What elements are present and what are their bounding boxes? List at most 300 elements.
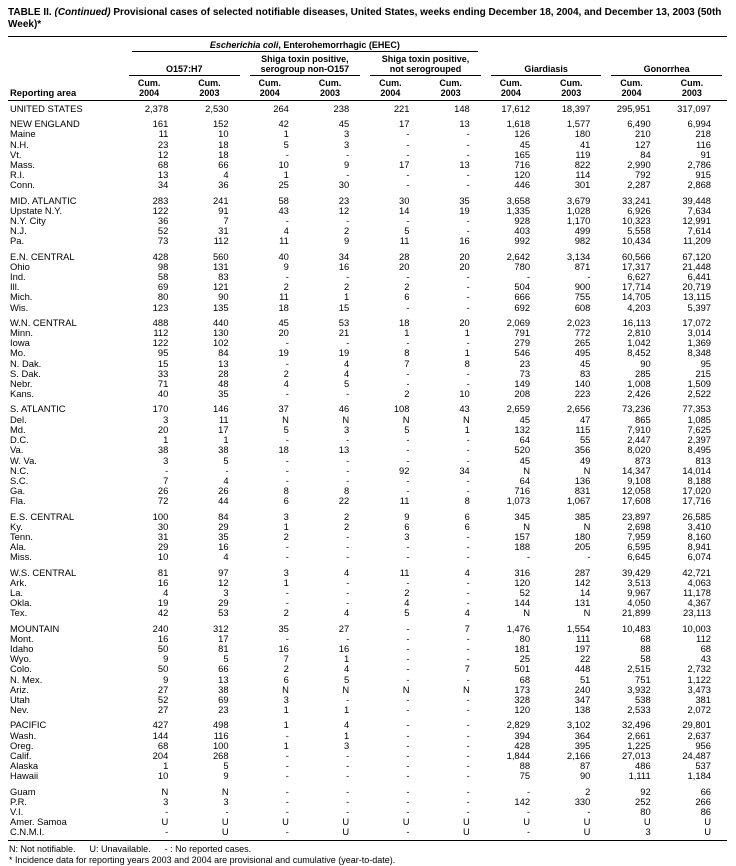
value-cell: 7,634 xyxy=(687,204,711,216)
value-cell: 7,614 xyxy=(687,225,711,237)
value-cell: 210 xyxy=(635,128,651,140)
reporting-area-cell: Upstate N.Y. xyxy=(10,204,62,216)
value-cell: 90 xyxy=(579,770,591,782)
reporting-area-cell: Kans. xyxy=(10,388,34,400)
value-cell: 14,705 xyxy=(621,291,651,303)
value-cell: - xyxy=(406,673,410,685)
value-cell: 197 xyxy=(574,642,591,654)
reporting-area-cell: Wash. xyxy=(10,729,37,741)
value-cell: 22 xyxy=(579,653,591,665)
value-cell: 813 xyxy=(695,454,711,466)
value-cell: 2,637 xyxy=(687,729,711,741)
value-cell: 317,097 xyxy=(677,103,711,114)
value-cell: 3 xyxy=(163,413,169,425)
value-cell: N xyxy=(161,785,169,797)
value-cell: 29 xyxy=(218,597,229,609)
value-cell: 26 xyxy=(218,485,229,497)
value-cell: 8 xyxy=(464,495,470,507)
value-cell: 205 xyxy=(574,541,591,553)
value-cell: 928 xyxy=(514,215,531,227)
value-cell: U xyxy=(161,816,169,828)
value-cell: 4 xyxy=(223,474,229,486)
value-cell: 915 xyxy=(695,169,711,181)
value-cell: 9 xyxy=(223,770,229,782)
value-cell: - xyxy=(466,474,470,486)
value-cell: - xyxy=(406,179,410,191)
value-cell: N xyxy=(523,464,531,476)
value-cell: 18 xyxy=(278,301,289,313)
value-cell: 2,656 xyxy=(566,403,591,415)
value-cell: 120 xyxy=(514,704,531,716)
value-cell: 131 xyxy=(212,260,229,272)
value-cell: 132 xyxy=(514,423,531,435)
value-cell: - xyxy=(285,474,289,486)
value-cell: 5 xyxy=(343,673,350,685)
value-cell: 3 xyxy=(163,454,169,466)
cum-year-header xyxy=(124,76,184,101)
value-cell: 1 xyxy=(464,423,470,435)
value-cell: 381 xyxy=(695,693,711,705)
value-cell: 900 xyxy=(574,281,591,293)
value-cell: 8 xyxy=(343,485,350,497)
value-cell: 2 xyxy=(283,607,289,619)
value-cell: 4,367 xyxy=(687,597,711,609)
value-cell: 152 xyxy=(212,118,229,130)
table-section xyxy=(8,313,727,400)
reporting-area-cell: NEW ENGLAND xyxy=(10,118,80,130)
table-row xyxy=(8,552,727,562)
year-label: 2004 xyxy=(139,88,160,98)
value-cell: 7,910 xyxy=(627,423,651,435)
value-cell: - xyxy=(346,271,350,283)
value-cell: 90 xyxy=(218,291,229,303)
value-cell: 345 xyxy=(514,510,531,522)
reporting-area-cell: Utah xyxy=(10,693,30,705)
table-row xyxy=(8,705,727,715)
value-cell: - xyxy=(346,597,350,609)
value-cell: 3 xyxy=(283,693,289,705)
cum-year-header xyxy=(305,76,365,101)
value-cell: 135 xyxy=(212,301,229,313)
table-section xyxy=(8,507,727,563)
value-cell: - xyxy=(406,138,410,150)
value-cell: 58 xyxy=(157,271,169,283)
value-cell: - xyxy=(466,693,470,705)
reporting-area-cell: MID. ATLANTIC xyxy=(10,194,77,206)
value-cell: 1 xyxy=(283,169,289,181)
value-cell: 1 xyxy=(283,719,289,731)
value-cell: 7,625 xyxy=(687,423,711,435)
value-cell: 19 xyxy=(459,204,470,216)
table-row xyxy=(8,817,727,827)
table-row xyxy=(8,435,727,445)
value-cell: 20 xyxy=(459,260,470,272)
value-cell: 43 xyxy=(459,403,470,415)
value-cell: - xyxy=(346,749,350,761)
value-cell: 428 xyxy=(514,739,531,751)
table-row xyxy=(8,170,727,180)
value-cell: 20,719 xyxy=(682,281,711,293)
value-cell: 871 xyxy=(574,260,591,272)
value-cell: 45 xyxy=(519,413,531,425)
reporting-area-cell: Okla. xyxy=(10,597,32,609)
table-row xyxy=(8,634,727,644)
value-cell: 1,073 xyxy=(506,495,531,507)
value-cell: 97 xyxy=(218,566,229,578)
value-cell: - xyxy=(587,551,591,563)
value-cell: - xyxy=(285,551,289,563)
value-cell: 4 xyxy=(343,566,350,578)
value-cell: 4 xyxy=(343,607,350,619)
notifiable-diseases-table xyxy=(8,36,727,841)
value-cell: 58 xyxy=(640,653,651,665)
value-cell: U xyxy=(342,816,350,828)
reporting-area-cell: Ill. xyxy=(10,281,20,293)
value-cell: 9 xyxy=(163,653,169,665)
value-cell: 538 xyxy=(635,693,651,705)
value-cell: 2 xyxy=(283,663,289,675)
table-row xyxy=(8,675,727,685)
value-cell: - xyxy=(346,215,350,227)
value-cell: - xyxy=(285,749,289,761)
value-cell: N xyxy=(583,464,591,476)
column-group-shiga-not-serogrouped xyxy=(365,52,486,76)
value-cell: U xyxy=(704,816,711,828)
value-cell: 8 xyxy=(404,347,410,359)
table-row xyxy=(8,150,727,160)
value-cell: - xyxy=(346,464,350,476)
value-cell: 71 xyxy=(157,378,169,390)
value-cell: - xyxy=(346,541,350,553)
value-cell: 2 xyxy=(283,281,289,293)
reporting-area-cell: W.S. CENTRAL xyxy=(10,566,77,578)
value-cell: 180 xyxy=(574,128,591,140)
value-cell: U xyxy=(463,816,470,828)
value-cell: 4,203 xyxy=(627,301,651,313)
value-cell: 8,452 xyxy=(627,347,651,359)
table-row xyxy=(8,247,727,262)
reporting-area-cell: N. Mex. xyxy=(10,673,43,685)
reporting-area-cell: Amer. Samoa xyxy=(10,816,67,828)
value-cell: 394 xyxy=(514,729,531,741)
cum-label: Cum. xyxy=(137,78,161,88)
value-cell: - xyxy=(406,770,410,782)
value-cell: 7 xyxy=(223,215,229,227)
reporting-area-cell: Oreg. xyxy=(10,739,34,751)
value-cell: 8,495 xyxy=(687,444,711,456)
value-cell: 44 xyxy=(218,495,229,507)
value-cell: 1,008 xyxy=(627,378,651,390)
value-cell: 1 xyxy=(283,520,289,532)
value-cell: - xyxy=(285,337,289,349)
value-cell: 66 xyxy=(218,663,229,675)
value-cell: 17 xyxy=(218,423,229,435)
value-cell: 3 xyxy=(343,739,350,751)
value-cell: 81 xyxy=(157,566,169,578)
value-cell: 10,483 xyxy=(621,622,651,634)
value-cell: 14,014 xyxy=(682,464,711,476)
value-cell: 5,558 xyxy=(627,225,651,237)
value-cell: 45 xyxy=(519,454,531,466)
value-cell: 1,184 xyxy=(687,770,711,782)
value-cell: 499 xyxy=(574,225,591,237)
value-cell: 35 xyxy=(278,622,289,634)
value-cell: U xyxy=(704,826,711,838)
table-row xyxy=(8,771,727,781)
table-row xyxy=(8,715,727,730)
value-cell: 11,178 xyxy=(683,586,711,598)
value-cell: 364 xyxy=(574,729,591,741)
value-cell: 138 xyxy=(574,704,591,716)
value-cell: - xyxy=(466,169,470,181)
table-row xyxy=(8,226,727,236)
value-cell: - xyxy=(406,378,410,390)
value-cell: 3 xyxy=(163,795,169,807)
value-cell: 17,714 xyxy=(621,281,651,293)
value-cell: 49 xyxy=(579,454,591,466)
value-cell: 27 xyxy=(338,622,350,634)
value-cell: 15 xyxy=(157,357,169,369)
value-cell: 2,990 xyxy=(627,159,651,171)
value-cell: N xyxy=(221,785,229,797)
value-cell: 223 xyxy=(574,388,591,400)
cum-label: Cum. xyxy=(559,78,583,88)
value-cell: - xyxy=(225,464,229,476)
value-cell: - xyxy=(466,770,470,782)
value-cell: - xyxy=(466,271,470,283)
value-cell: - xyxy=(406,795,410,807)
value-cell: 30 xyxy=(338,179,350,191)
footnote-unavailable: U: Unavailable. xyxy=(89,843,151,854)
value-cell: 8,020 xyxy=(627,444,651,456)
value-cell: 3 xyxy=(343,423,350,435)
value-cell: 4 xyxy=(283,378,289,390)
value-cell: - xyxy=(466,454,470,466)
value-cell: 39,448 xyxy=(682,194,711,206)
value-cell: - xyxy=(466,541,470,553)
value-cell: 69 xyxy=(218,693,229,705)
value-cell: 8 xyxy=(464,357,470,369)
value-cell: 83 xyxy=(218,271,229,283)
value-cell: 1 xyxy=(283,128,289,140)
value-cell: 2 xyxy=(343,510,350,522)
value-cell: - xyxy=(406,148,410,160)
value-cell: 9,108 xyxy=(627,474,651,486)
year-label: 2004 xyxy=(500,88,521,98)
value-cell: - xyxy=(466,642,470,654)
value-cell: - xyxy=(346,474,350,486)
value-cell: 25 xyxy=(278,179,289,191)
table-row xyxy=(8,191,727,206)
value-cell: 2,072 xyxy=(687,704,711,716)
value-cell: 1 xyxy=(464,327,470,339)
value-cell: 7,959 xyxy=(627,530,651,542)
value-cell: 520 xyxy=(514,444,531,456)
value-cell: 16 xyxy=(459,235,470,247)
value-cell: 13 xyxy=(338,444,350,456)
value-cell: - xyxy=(406,128,410,140)
value-cell: 3 xyxy=(223,586,229,598)
value-cell: N xyxy=(523,520,531,532)
value-cell: 17,020 xyxy=(682,485,711,497)
value-cell: 498 xyxy=(212,719,229,731)
value-cell: 3,679 xyxy=(566,194,591,206)
value-cell: - xyxy=(466,597,470,609)
value-cell: 32,496 xyxy=(621,719,651,731)
table-row xyxy=(8,328,727,338)
value-cell: 17,716 xyxy=(682,495,711,507)
value-cell: 1,476 xyxy=(506,622,531,634)
table-row xyxy=(8,578,727,588)
table-row xyxy=(8,588,727,598)
value-cell: 29,801 xyxy=(682,719,711,731)
table-row xyxy=(8,522,727,532)
value-cell: - xyxy=(466,653,470,665)
reporting-area-cell: UNITED STATES xyxy=(10,103,83,114)
value-cell: 27,013 xyxy=(621,749,651,761)
value-cell: 11 xyxy=(279,235,289,247)
value-cell: 221 xyxy=(393,103,410,114)
value-cell: 123 xyxy=(152,301,169,313)
value-cell: 50 xyxy=(157,663,169,675)
value-cell: - xyxy=(346,169,350,181)
value-cell: - xyxy=(466,148,470,160)
value-cell: 3,014 xyxy=(687,327,711,339)
value-cell: 19 xyxy=(278,347,289,359)
value-cell: 1 xyxy=(343,729,350,741)
value-cell: 1 xyxy=(343,291,350,303)
value-cell: 328 xyxy=(514,693,531,705)
value-cell: 38 xyxy=(218,444,229,456)
value-cell: 10 xyxy=(218,128,229,140)
reporting-area-cell: La. xyxy=(10,586,24,598)
reporting-area-cell: Del. xyxy=(10,413,27,425)
value-cell: 831 xyxy=(574,485,591,497)
reporting-area-header: Reporting area xyxy=(8,37,124,101)
value-cell: - xyxy=(285,632,289,644)
reporting-area-cell: Wis. xyxy=(10,301,29,313)
value-cell: - xyxy=(466,367,470,379)
value-cell: N xyxy=(282,413,289,425)
value-cell: - xyxy=(466,138,470,150)
value-cell: - xyxy=(526,271,531,283)
value-cell: 27 xyxy=(157,704,169,716)
value-cell: 4 xyxy=(404,597,410,609)
value-cell: 428 xyxy=(152,250,169,262)
value-cell: 403 xyxy=(514,225,531,237)
column-group-shiga-non-o157 xyxy=(245,52,366,76)
reporting-area-cell: Fla. xyxy=(10,495,26,507)
value-cell: 1,111 xyxy=(628,770,651,782)
value-cell: 3 xyxy=(645,826,651,838)
value-cell: - xyxy=(466,225,470,237)
value-cell: - xyxy=(346,795,350,807)
reporting-area-cell: Hawaii xyxy=(10,770,39,782)
value-cell: 67,120 xyxy=(682,250,711,262)
value-cell: 791 xyxy=(514,327,531,339)
value-cell: 5 xyxy=(404,423,410,435)
value-cell: 20 xyxy=(399,260,410,272)
reporting-area-cell: Ark. xyxy=(10,576,27,588)
value-cell: 992 xyxy=(514,235,531,247)
value-cell: 6 xyxy=(464,510,470,522)
value-cell: 50 xyxy=(157,642,169,654)
table-row xyxy=(8,608,727,618)
value-cell: 26 xyxy=(157,485,169,497)
value-cell: 38 xyxy=(218,683,229,695)
table-section xyxy=(8,399,727,506)
table-row xyxy=(8,741,727,751)
value-cell: 77,353 xyxy=(682,403,711,415)
value-cell: 9 xyxy=(343,159,350,171)
table-row xyxy=(8,216,727,226)
title-continued: (Continued) xyxy=(54,7,111,18)
table-row xyxy=(8,359,727,369)
value-cell: 52 xyxy=(157,225,169,237)
value-cell: 2,868 xyxy=(687,179,711,191)
value-cell: 64 xyxy=(519,474,531,486)
value-cell: - xyxy=(406,301,410,313)
value-cell: 4 xyxy=(163,586,169,598)
value-cell: 2,447 xyxy=(627,434,651,446)
value-cell: 208 xyxy=(514,388,531,400)
value-cell: - xyxy=(466,739,470,751)
cum-label: Cum. xyxy=(620,78,643,88)
table-row xyxy=(8,415,727,425)
value-cell: 20 xyxy=(278,327,289,339)
value-cell: - xyxy=(165,806,169,817)
header-spacer xyxy=(486,37,607,53)
value-cell: 1 xyxy=(343,704,350,716)
value-cell: 98 xyxy=(157,260,169,272)
value-cell: 48 xyxy=(218,378,229,390)
column-group-o157h7 xyxy=(124,52,245,76)
value-cell: 30 xyxy=(399,194,410,206)
value-cell: 2,530 xyxy=(205,103,229,114)
value-cell: 68 xyxy=(640,632,651,644)
value-cell: 68 xyxy=(700,642,711,654)
value-cell: 84 xyxy=(640,148,651,160)
reporting-area-cell: D.C. xyxy=(10,434,29,446)
reporting-area-cell: Wyo. xyxy=(10,653,32,665)
value-cell: 13 xyxy=(157,169,169,181)
cum-label: Cum. xyxy=(258,78,281,88)
table-row xyxy=(8,664,727,674)
value-cell: 42 xyxy=(157,607,169,619)
value-cell: U xyxy=(402,816,410,828)
value-cell: 264 xyxy=(273,103,289,114)
value-cell: 80 xyxy=(640,806,651,817)
reporting-area-cell: Guam xyxy=(10,785,36,797)
value-cell: 83 xyxy=(579,367,591,379)
value-cell: - xyxy=(466,576,470,588)
table-row xyxy=(8,236,727,246)
table-row xyxy=(8,486,727,496)
value-cell: - xyxy=(285,826,289,838)
table-row xyxy=(8,532,727,542)
value-cell: 11 xyxy=(218,413,229,425)
table-row xyxy=(8,140,727,150)
footnote-legend xyxy=(9,844,727,855)
year-label: 2003 xyxy=(681,88,702,98)
group-label-line1: Shiga toxin positive, xyxy=(261,54,349,64)
value-cell: 45 xyxy=(278,316,289,328)
value-cell: 73 xyxy=(157,235,169,247)
value-cell: 126 xyxy=(514,128,531,140)
value-cell: 144 xyxy=(514,597,531,609)
value-cell: 122 xyxy=(152,204,169,216)
value-cell: 266 xyxy=(695,795,711,807)
